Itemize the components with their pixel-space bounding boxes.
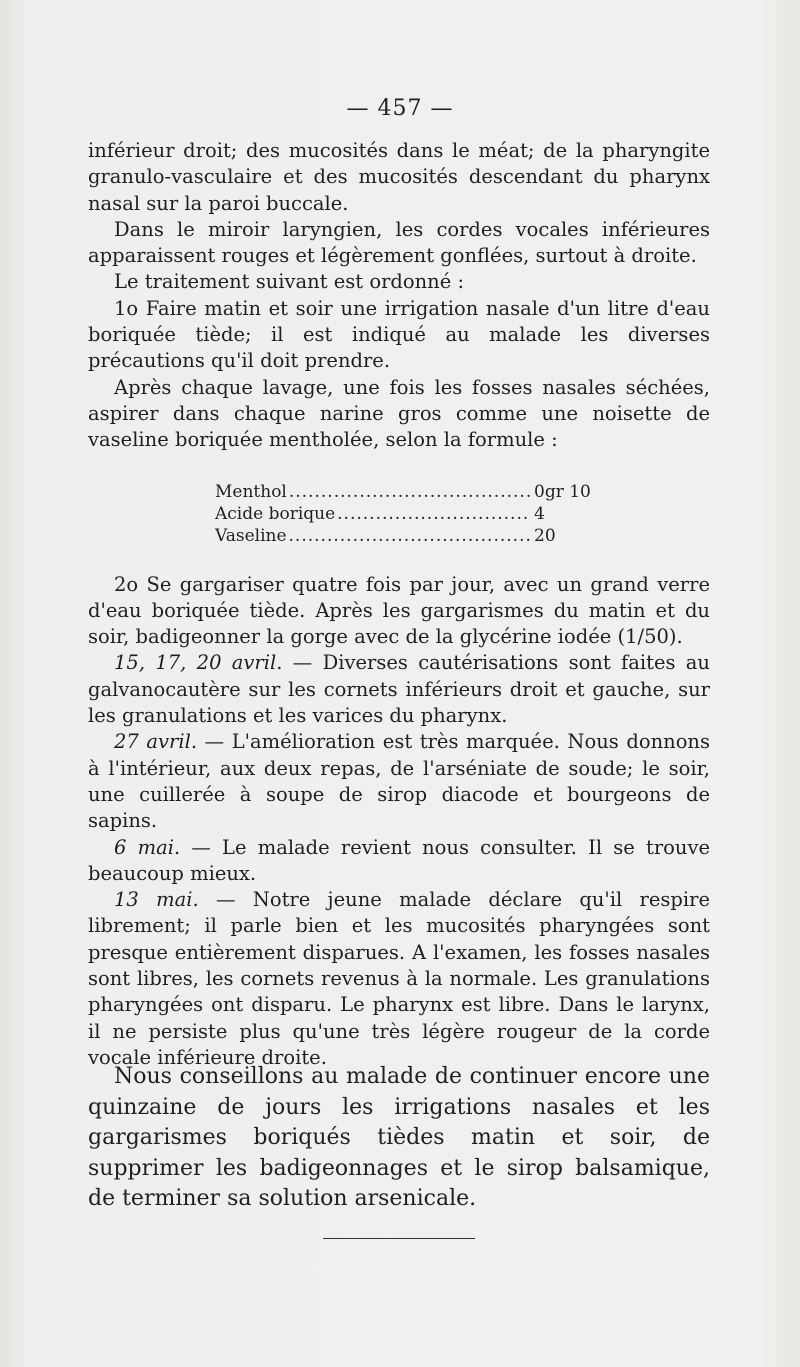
formula-ingredient: Acide borique xyxy=(215,503,336,524)
formula-quantity: 20 xyxy=(534,525,556,546)
page-number: — 457 — xyxy=(346,96,454,121)
paragraph-aspiration: Après chaque lavage, une fois les fosses nasales séchées, aspirer dans chaque narine gros comme une noisette de vaseline boriquée mentholée, selon la formule : xyxy=(88,375,710,452)
formula-quantity: 4 xyxy=(534,503,545,524)
formula-row xyxy=(215,525,600,547)
paragraph-laryngoscopy: Dans le miroir laryngien, les cordes vocales inférieures apparaissent rouges et légèrement gonflées, surtout à droite. xyxy=(88,217,710,268)
conclusion-block xyxy=(88,1062,710,1215)
paragraph-entry-may-13 xyxy=(88,887,710,1071)
paragraph-entry-may-6 xyxy=(88,835,710,888)
entry-date: 6 mai. xyxy=(114,835,181,859)
entry-date: 27 avril. xyxy=(114,730,198,754)
entry-date: 13 mai. xyxy=(114,888,199,912)
body-text xyxy=(88,138,710,1071)
end-rule xyxy=(323,1238,475,1239)
dot-leader xyxy=(337,503,530,525)
formula-quantity: 0gr 10 xyxy=(534,481,591,502)
entry-text: — Notre jeune malade déclare qu'il respire librement; il parle bien et les mucosités pharyngées sont presque entièrement disparues. A l'examen, les fosses nasales sont libres, les cornets revenus à la normale. Les granulations pharyngées ont disparu. Le pharynx est libre. Dans le larynx, il ne persiste plus qu'une très légère rougeur de la corde vocale inférieure droite. xyxy=(88,888,710,1069)
formula-table xyxy=(215,481,600,547)
formula-ingredient: Vaseline xyxy=(215,525,287,546)
dot-leader xyxy=(289,481,530,503)
formula-row xyxy=(215,481,600,503)
paragraph-entry-april-15 xyxy=(88,650,710,729)
entry-text: — Diverses cautérisations sont faites au galvanocautère sur les cornets inférieurs droit et gauche, sur les granulations et les varices du pharynx. xyxy=(88,651,710,728)
paragraph-treatment-1: 1o Faire matin et soir une irrigation nasale d'un litre d'eau boriquée tiède; il est indiqué au malade les diverses précautions qu'il doit prendre. xyxy=(88,296,710,373)
dot-leader xyxy=(289,525,530,547)
formula-ingredient: Menthol xyxy=(215,481,287,502)
paragraph-conclusion: Nous conseillons au malade de continuer encore une quinzaine de jours les irrigations nasales et les gargarismes boriqués tièdes matin et soir, de supprimer les badigeonnages et le sirop balsamique, de terminer sa solution arsenicale. xyxy=(88,1064,710,1212)
entry-text: — L'amélioration est très marquée. Nous donnons à l'intérieur, aux deux repas, de l'arséniate de soude; le soir, une cuillerée à soupe de sirop diacode et bourgeons de sapins. xyxy=(88,730,711,833)
paragraph-treatment-intro: Le traitement suivant est ordonné : xyxy=(114,270,465,294)
paragraph-continued: inférieur droit; des mucosités dans le méat; de la pharyngite granulo-vasculaire et des mucosités descendant du pharynx nasal sur la paroi buccale. xyxy=(88,139,710,215)
paragraph-treatment-2: 2o Se gargariser quatre fois par jour, avec un grand verre d'eau boriquée tiède. Après les gargarismes du matin et du soir, badigeonner la gorge avec de la glycérine iodée (1/50). xyxy=(88,572,710,649)
formula-row xyxy=(215,503,600,525)
paragraph-entry-april-27 xyxy=(88,729,710,834)
entry-date: 15, 17, 20 avril. xyxy=(114,651,283,675)
entry-text: — Le malade revient nous consulter. Il se trouve beaucoup mieux. xyxy=(88,835,710,885)
